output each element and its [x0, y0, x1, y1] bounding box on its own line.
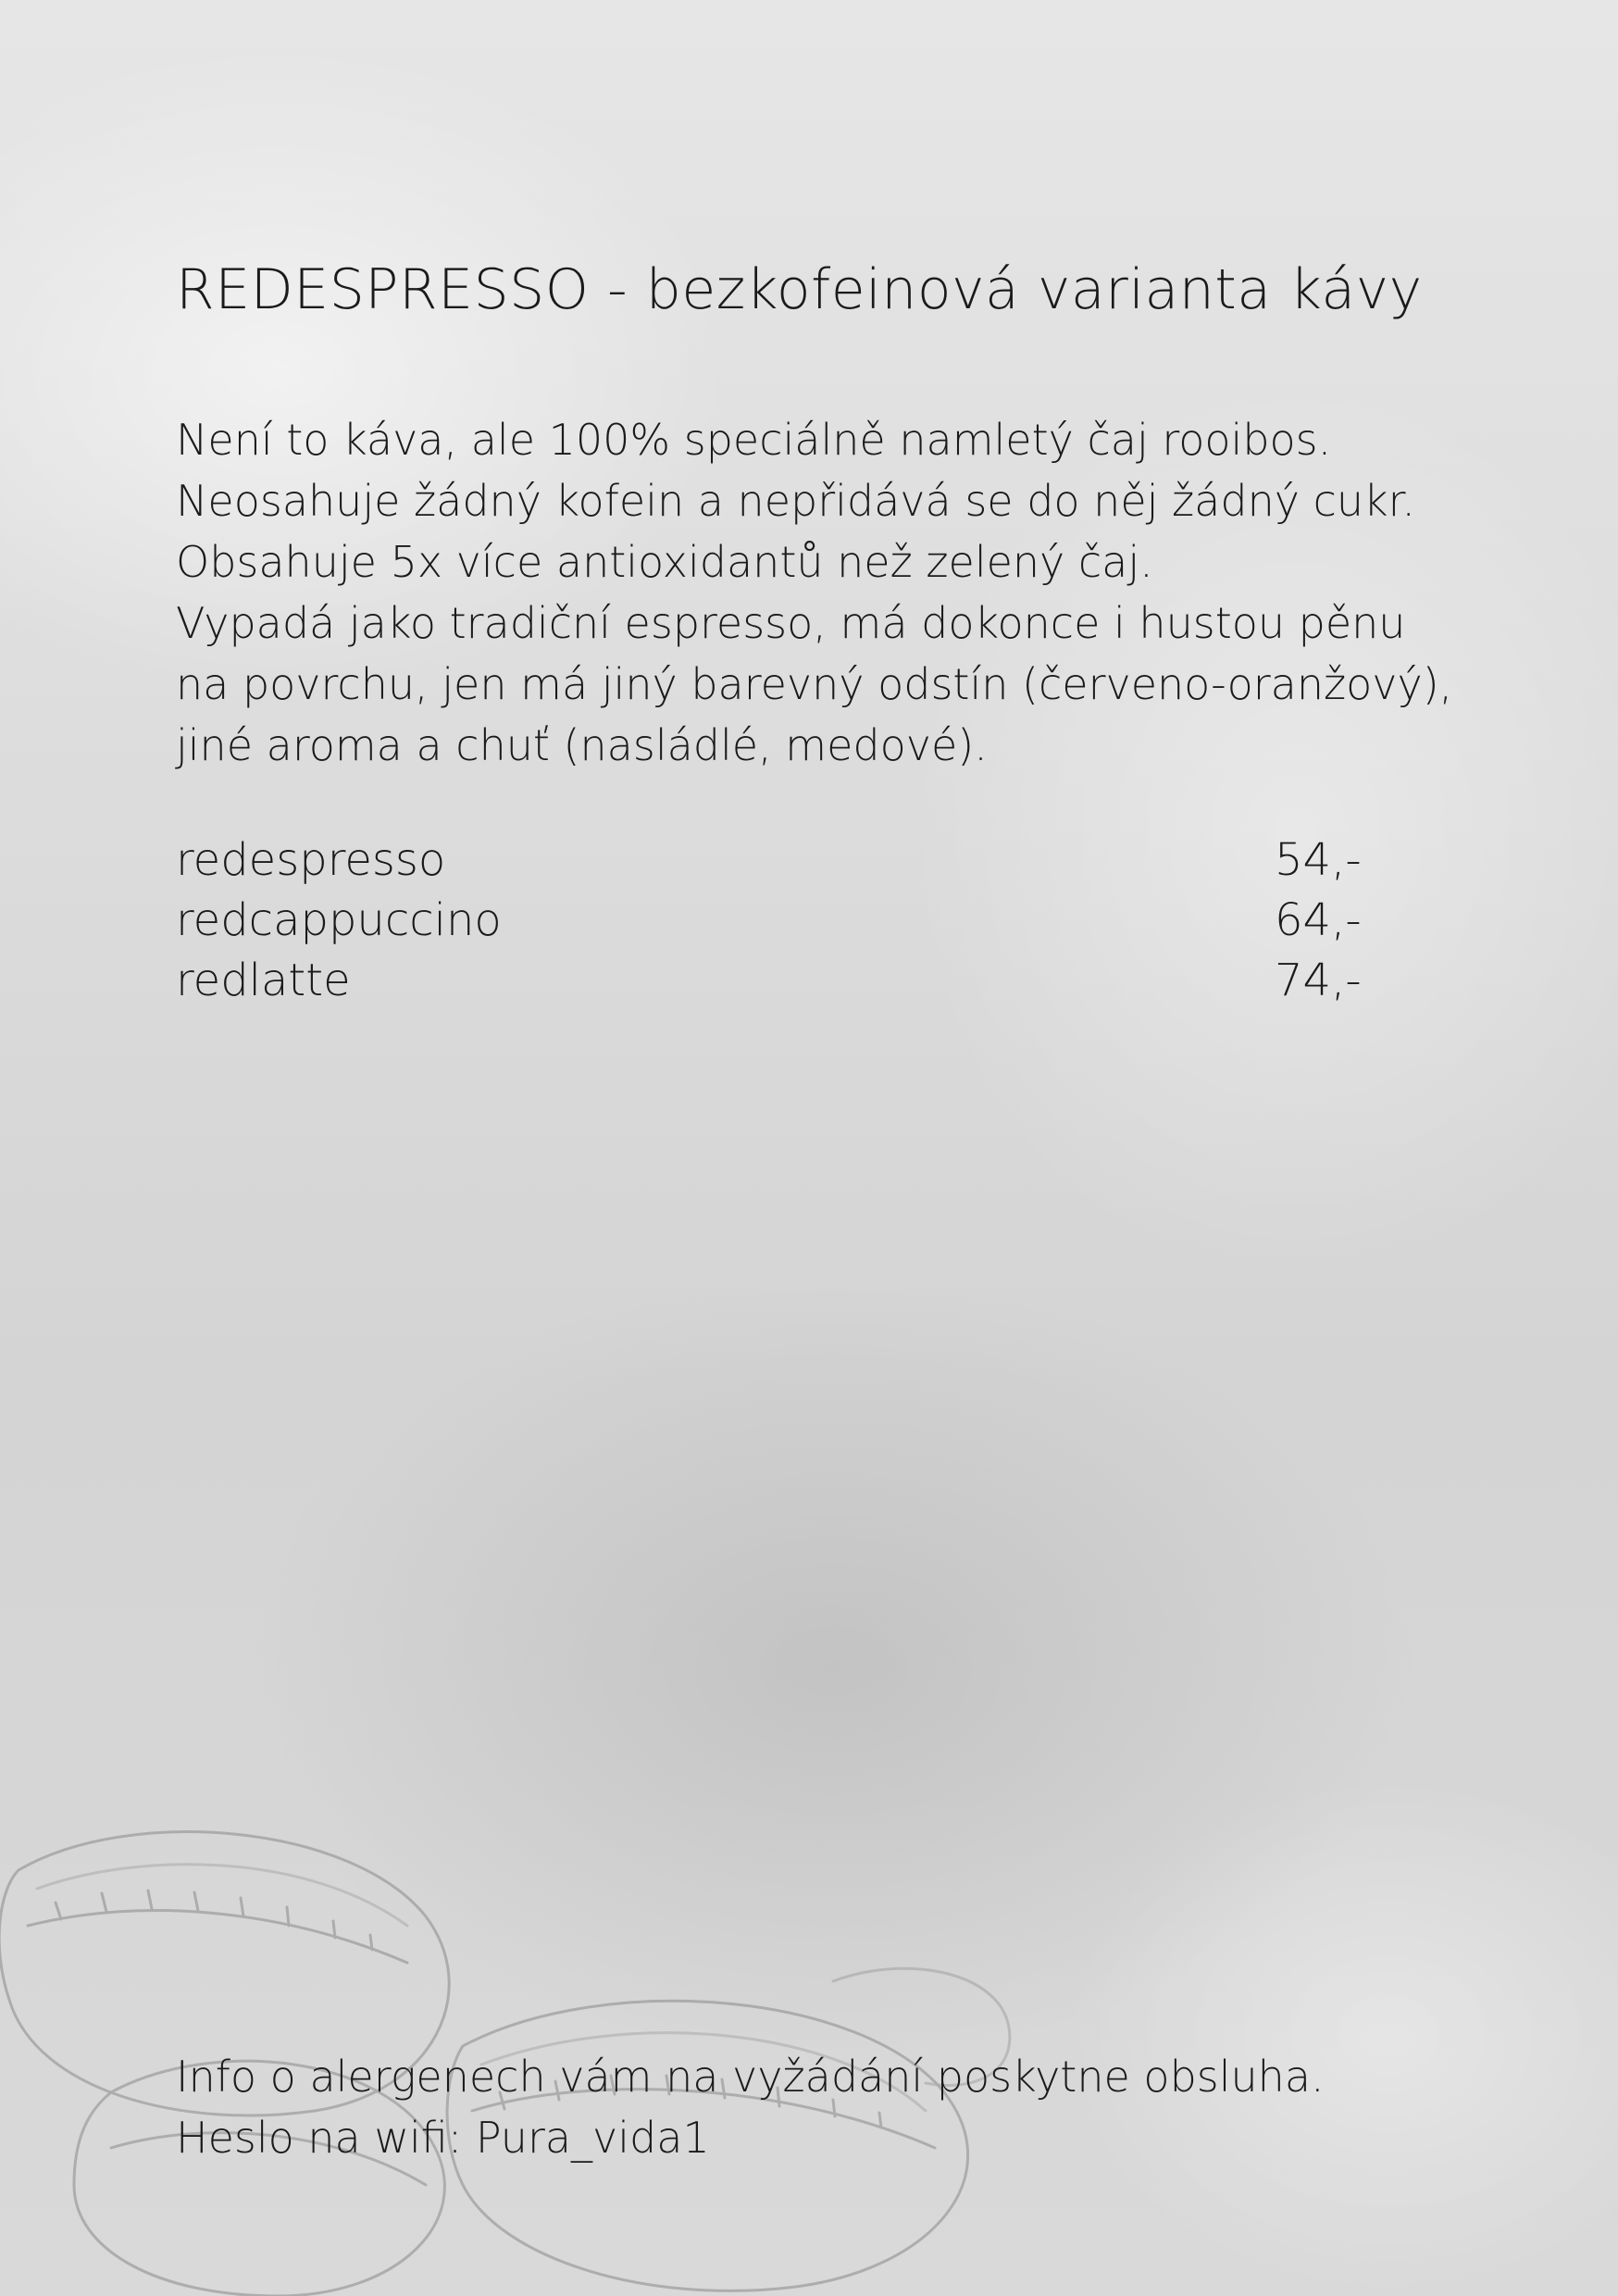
- footer-info: [176, 2046, 1325, 2168]
- price-row-redespresso: [176, 830, 1361, 891]
- product-description: [176, 409, 1452, 776]
- description-line: Obsahuje 5x více antioxidantů než zelený čaj.: [176, 537, 1153, 587]
- description-line: na povrchu, jen má jiný barevný odstín (červeno-oranžový),: [176, 659, 1453, 709]
- item-name: redespresso: [176, 834, 446, 886]
- page-title: REDESPRESSO - bezkofeinová varianta kávy: [176, 257, 1423, 322]
- item-price: 64,-: [1275, 894, 1362, 946]
- price-row-redlatte: [176, 951, 1361, 1011]
- wifi-password: Heslo na wifi: Pura_vida1: [176, 2113, 710, 2163]
- description-line: Není to káva, ale 100% speciálně namletý čaj rooibos.: [176, 415, 1332, 465]
- price-row-redcappuccino: [176, 891, 1361, 951]
- description-line: jiné aroma a chuť (nasládlé, medové).: [176, 720, 988, 770]
- price-list: [176, 830, 1361, 1011]
- item-name: redlatte: [176, 955, 351, 1006]
- description-line: Vypadá jako tradiční espresso, má dokonce i hustou pěnu: [176, 598, 1406, 648]
- item-price: 74,-: [1275, 955, 1362, 1006]
- item-name: redcappuccino: [176, 894, 502, 946]
- item-price: 54,-: [1275, 834, 1362, 886]
- description-line: Neosahuje žádný kofein a nepřidává se do něj žádný cukr.: [176, 476, 1415, 526]
- allergen-note: Info o alergenech vám na vyžádání poskytne obsluha.: [176, 2052, 1325, 2102]
